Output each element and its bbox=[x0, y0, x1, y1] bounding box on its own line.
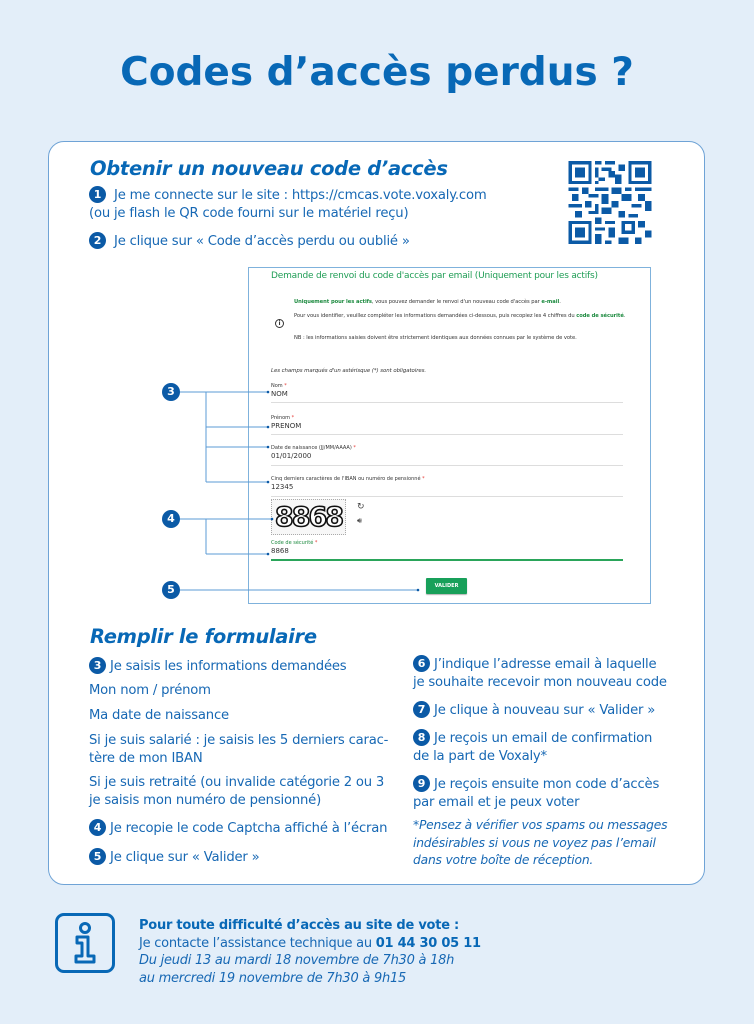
valider-button[interactable]: VALIDER bbox=[426, 578, 467, 594]
salarie-line-1: Si je suis salarié : je saisis les 5 derniers carac- bbox=[89, 733, 389, 748]
form-identify bbox=[294, 313, 634, 320]
item-retraite bbox=[89, 774, 384, 809]
note-line-3: dans votre boîte de réception. bbox=[413, 853, 594, 867]
field-label-birthdate bbox=[271, 445, 356, 451]
note-line-2: indésirables si vous ne voyez pas l’email bbox=[413, 835, 656, 850]
required-star: * bbox=[422, 476, 425, 482]
field-prenom[interactable]: PRENOM bbox=[271, 422, 302, 430]
refresh-icon[interactable]: ↻ bbox=[357, 502, 365, 512]
salarie-line-2: tère de mon IBAN bbox=[89, 750, 203, 766]
section-heading-obtain: Obtenir un nouveau code d’accès bbox=[90, 157, 448, 180]
form-intro bbox=[294, 299, 561, 305]
retraite-line-1: Si je suis retraité (ou invalide catégorie 2 ou 3 bbox=[89, 775, 385, 790]
retraite-line-2: je saisis mon numéro de pensionné) bbox=[89, 792, 322, 808]
label-text: Date de naissance (JJ/MM/AAAA) bbox=[271, 445, 352, 451]
step-8 bbox=[413, 729, 652, 765]
step-3 bbox=[89, 657, 346, 676]
required-star: * bbox=[291, 415, 295, 421]
info-circle-icon: i bbox=[275, 319, 284, 328]
field-underline-active bbox=[271, 559, 623, 561]
note-line-1: *Pensez à vérifier vos spams ou messages bbox=[413, 818, 668, 832]
identify-end: . bbox=[623, 313, 626, 319]
step-9 bbox=[413, 775, 659, 811]
field-label-prenom bbox=[271, 415, 294, 421]
label-text: Cinq derniers caractères de l'IBAN ou numéro de pensionné bbox=[271, 476, 421, 482]
step-8-line-1: Je reçois un email de confirmation bbox=[434, 731, 653, 746]
field-underline bbox=[271, 434, 623, 435]
form-screenshot bbox=[248, 267, 651, 604]
field-security-code[interactable]: 8868 bbox=[271, 547, 289, 555]
callout-5: 5 bbox=[162, 581, 180, 599]
identify-bold: code de sécurité bbox=[576, 313, 624, 319]
captcha-image: 8868 bbox=[271, 499, 346, 535]
field-nom[interactable]: NOM bbox=[271, 390, 288, 398]
step-badge: 3 bbox=[89, 657, 106, 674]
callout-4: 4 bbox=[162, 510, 180, 528]
support-hours-1: Du jeudi 13 au mardi 18 novembre de 7h30 à 18h bbox=[139, 953, 455, 968]
intro-email: e-mail bbox=[541, 299, 560, 305]
field-iban[interactable]: 12345 bbox=[271, 483, 294, 491]
step-1-text: Je me connecte sur le site : https:∕∕cmcas.vote.voxaly.com bbox=[114, 188, 487, 203]
step-2 bbox=[89, 232, 410, 251]
item-birthdate: Ma date de naissance bbox=[89, 708, 229, 723]
required-note: Les champs marqués d'un astérisque (*) sont obligatoires. bbox=[271, 368, 427, 374]
step-6-line-2: je souhaite recevoir mon nouveau code bbox=[413, 674, 667, 690]
callout-3: 3 bbox=[162, 383, 180, 401]
step-badge: 1 bbox=[89, 186, 106, 203]
step-4 bbox=[89, 819, 387, 838]
step-3-text: Je saisis les informations demandées bbox=[110, 659, 347, 674]
info-icon bbox=[55, 913, 115, 973]
field-underline bbox=[271, 465, 623, 466]
step-8-line-2: de la part de Voxaly* bbox=[413, 748, 547, 764]
step-badge: 7 bbox=[413, 701, 430, 718]
form-title: Demande de renvoi du code d'accès par email (Uniquement pour les actifs) bbox=[271, 271, 598, 281]
support-info bbox=[139, 917, 481, 987]
label-text: Nom bbox=[271, 383, 283, 389]
support-hours-2: au mercredi 19 novembre de 7h30 à 9h15 bbox=[139, 970, 406, 986]
step-badge: 4 bbox=[89, 819, 106, 836]
intro-end: . bbox=[559, 299, 561, 305]
step-1 bbox=[89, 186, 486, 222]
item-nom-prenom: Mon nom / prénom bbox=[89, 683, 211, 698]
required-star: * bbox=[353, 445, 356, 451]
step-badge: 2 bbox=[89, 232, 106, 249]
field-label-iban bbox=[271, 476, 425, 482]
step-4-text: Je recopie le code Captcha affiché à l’écran bbox=[110, 821, 388, 836]
page-title: Codes d’accès perdus ? bbox=[120, 50, 634, 95]
qr-code-icon[interactable] bbox=[566, 161, 654, 244]
spam-note bbox=[413, 817, 667, 870]
support-contact: Je contacte l’assistance technique au bbox=[139, 935, 376, 951]
step-1-text-2: (ou je flash le QR code fourni sur le matériel reçu) bbox=[89, 205, 409, 221]
step-7-text: Je clique à nouveau sur « Valider » bbox=[434, 703, 656, 718]
step-6-line-1: J’indique l’adresse email à laquelle bbox=[434, 657, 657, 672]
field-birthdate[interactable]: 01/01/2000 bbox=[271, 452, 312, 460]
step-7 bbox=[413, 701, 655, 720]
step-5-text: Je clique sur « Valider » bbox=[110, 850, 260, 865]
field-label-security bbox=[271, 540, 317, 546]
required-star: * bbox=[314, 540, 318, 546]
field-underline bbox=[271, 402, 623, 403]
label-text: Prénom bbox=[271, 415, 291, 421]
step-badge: 5 bbox=[89, 848, 106, 865]
label-text: Code de sécurité bbox=[271, 540, 314, 546]
section-heading-fill: Remplir le formulaire bbox=[90, 625, 317, 648]
item-salarie bbox=[89, 732, 388, 767]
intro-bold: Uniquement pour les actifs bbox=[294, 299, 372, 305]
step-badge: 6 bbox=[413, 655, 430, 672]
step-2-text: Je clique sur « Code d’accès perdu ou oublié » bbox=[114, 234, 410, 249]
step-badge: 8 bbox=[413, 729, 430, 746]
step-9-line-1: Je reçois ensuite mon code d’accès bbox=[434, 777, 660, 792]
audio-icon[interactable]: 🔊︎ bbox=[357, 516, 363, 525]
step-badge: 9 bbox=[413, 775, 430, 792]
support-phone[interactable]: 01 44 30 05 11 bbox=[375, 935, 481, 951]
form-nb: NB : les informations saisies doivent être strictement identiques aux données connues par le système de vote. bbox=[294, 335, 577, 341]
support-heading: Pour toute difficulté d’accès au site de vote : bbox=[139, 918, 459, 933]
step-6 bbox=[413, 655, 667, 691]
field-label-nom bbox=[271, 383, 287, 389]
step-5 bbox=[89, 848, 259, 867]
step-9-line-2: par email et je peux voter bbox=[413, 794, 580, 810]
intro-rest: , vous pouvez demander le renvoi d'un nouveau code d'accès par bbox=[371, 299, 542, 305]
field-underline bbox=[271, 496, 623, 497]
required-star: * bbox=[284, 383, 287, 389]
info-glyph-icon bbox=[58, 916, 112, 970]
identify-text: Pour vous identifier, veuillez compléter les informations demandées ci-dessous, puis recopiez les 4 chiffres du bbox=[294, 313, 577, 319]
